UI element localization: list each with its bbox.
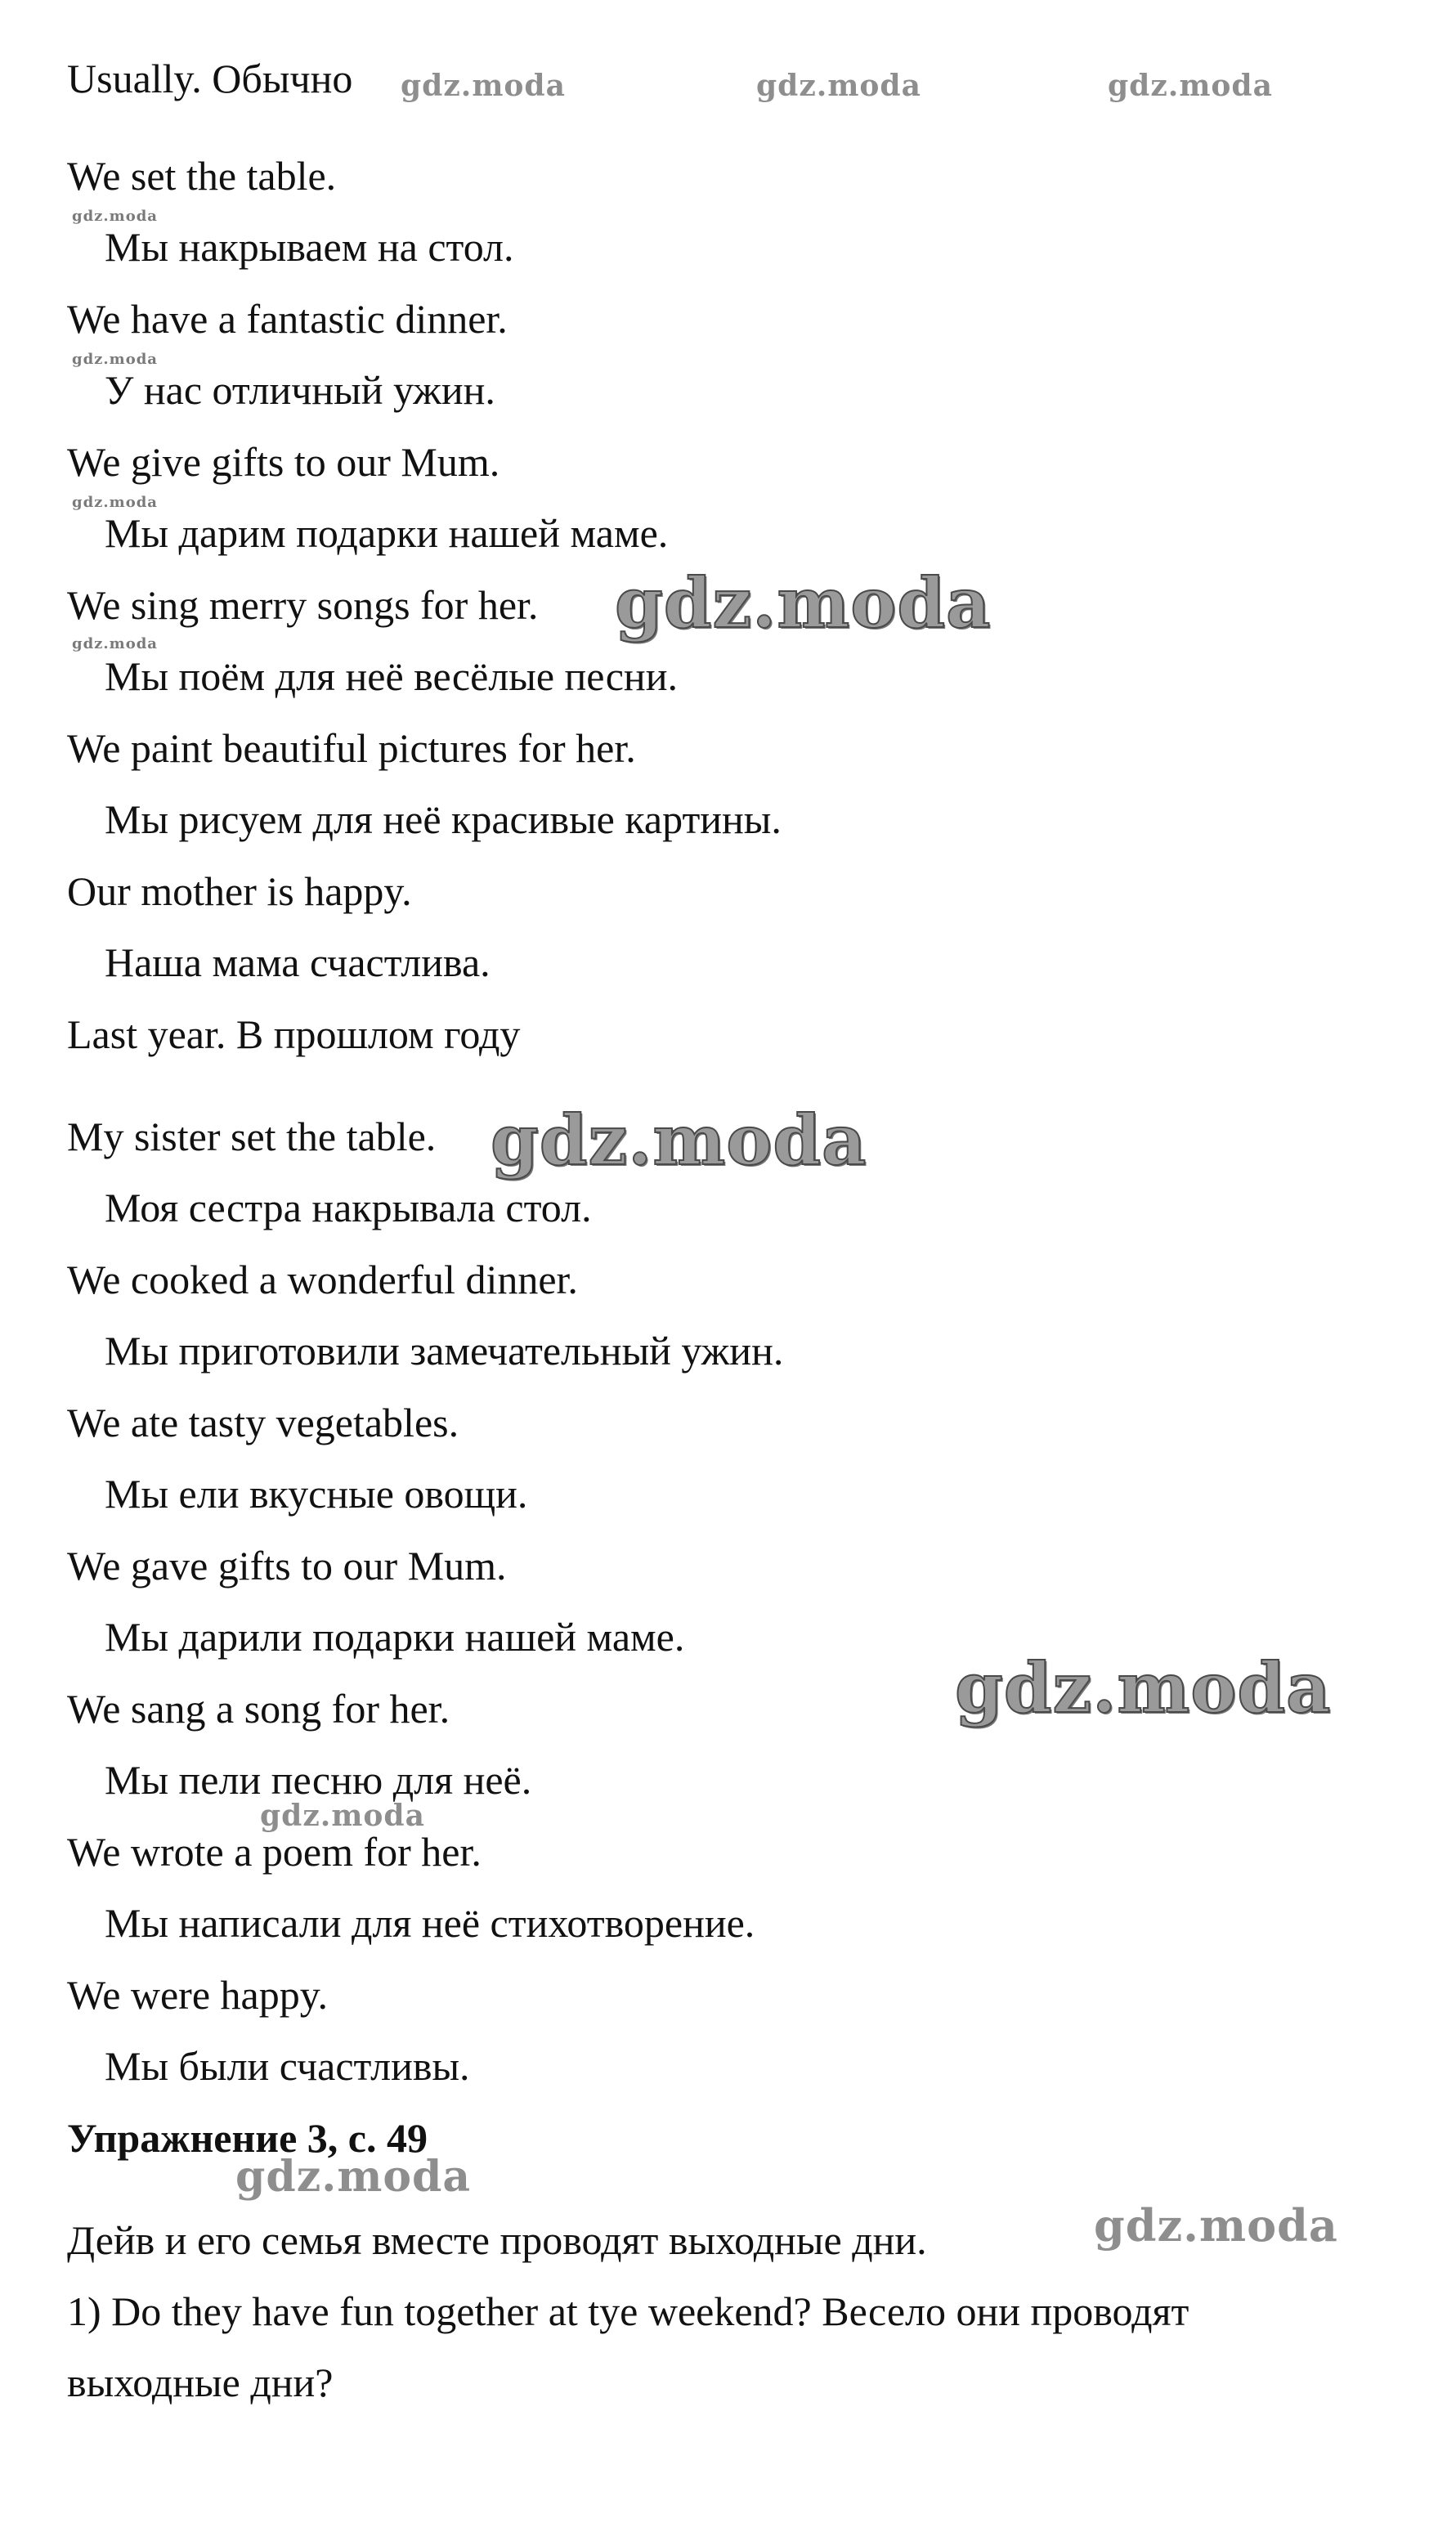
watermark: gdz.moda xyxy=(615,562,992,643)
sentence-en: My sister set the table. xyxy=(67,1114,437,1159)
sentence-en: We sing merry songs for her. xyxy=(67,582,539,628)
sentence-en: We were happy. xyxy=(67,1972,328,2018)
heading-ru: Обычно xyxy=(212,56,353,101)
sentence-ru: Мы дарим подарки нашей маме. xyxy=(105,510,669,556)
watermark: gdz.moda xyxy=(72,635,158,652)
section-heading-last-year xyxy=(67,1010,520,1059)
sentence-ru: Наша мама счастлива. xyxy=(105,939,491,985)
watermark: gdz.moda xyxy=(1108,69,1273,103)
sentence-ru: Мы были счастливы. xyxy=(105,2043,470,2089)
exercise-intro: Дейв и его семья вместе проводят выходные дни. xyxy=(67,2217,927,2263)
sentence-ru: Мы дарили подарки нашей маме. xyxy=(105,1614,685,1660)
watermark: gdz.moda xyxy=(72,494,158,511)
watermark: gdz.moda xyxy=(401,69,566,103)
sentence-en: We wrote a poem for her. xyxy=(67,1829,482,1875)
sentence-ru: Мы приготовили замечательный ужин. xyxy=(105,1328,784,1374)
sentence-en: We paint beautiful pictures for her. xyxy=(67,725,636,771)
sentence-en: We have a fantastic dinner. xyxy=(67,296,508,342)
exercise-question-line-1: 1) Do they have fun together at tye weekend? Весело они проводят xyxy=(67,2288,1189,2334)
exercise-title: Упражнение 3, с. 49 xyxy=(67,2115,428,2161)
sentence-en: We gave gifts to our Mum. xyxy=(67,1543,507,1589)
sentence-en: We sang a song for her. xyxy=(67,1686,450,1732)
watermark: gdz.moda xyxy=(756,69,921,103)
sentence-ru: Мы написали для неё стихотворение. xyxy=(105,1900,755,1946)
sentence-en: We set the table. xyxy=(67,153,337,199)
watermark: gdz.moda xyxy=(72,208,158,225)
watermark: gdz.moda xyxy=(72,351,158,368)
sentence-en: We give gifts to our Mum. xyxy=(67,439,500,485)
heading-en: Usually. xyxy=(67,56,202,101)
sentence-ru: Мы поём для неё весёлые песни. xyxy=(105,653,678,699)
sentence-ru: Мы пели песню для неё. xyxy=(105,1757,532,1803)
sentence-en: Our mother is happy. xyxy=(67,868,412,914)
heading-ru: В прошлом году xyxy=(235,1011,521,1057)
sentence-ru: Мы рисуем для неё красивые картины. xyxy=(105,796,782,842)
sentence-en: We ate tasty vegetables. xyxy=(67,1400,459,1445)
sentence-ru: Мы ели вкусные овощи. xyxy=(105,1471,528,1517)
sentence-ru: Мы накрываем на стол. xyxy=(105,224,514,270)
watermark: gdz.moda xyxy=(260,1799,425,1833)
section-heading-usually xyxy=(67,54,352,103)
watermark: gdz.moda xyxy=(1094,2199,1338,2252)
watermark: gdz.moda xyxy=(955,1647,1332,1728)
sentence-ru: У нас отличный ужин. xyxy=(105,367,495,413)
sentence-ru: Моя сестра накрывала стол. xyxy=(105,1185,592,1230)
heading-en: Last year. xyxy=(67,1011,226,1057)
exercise-question-line-2: выходные дни? xyxy=(67,2359,334,2405)
watermark: gdz.moda xyxy=(235,2152,472,2202)
sentence-en: We cooked a wonderful dinner. xyxy=(67,1257,578,1302)
watermark: gdz.moda xyxy=(491,1100,867,1181)
